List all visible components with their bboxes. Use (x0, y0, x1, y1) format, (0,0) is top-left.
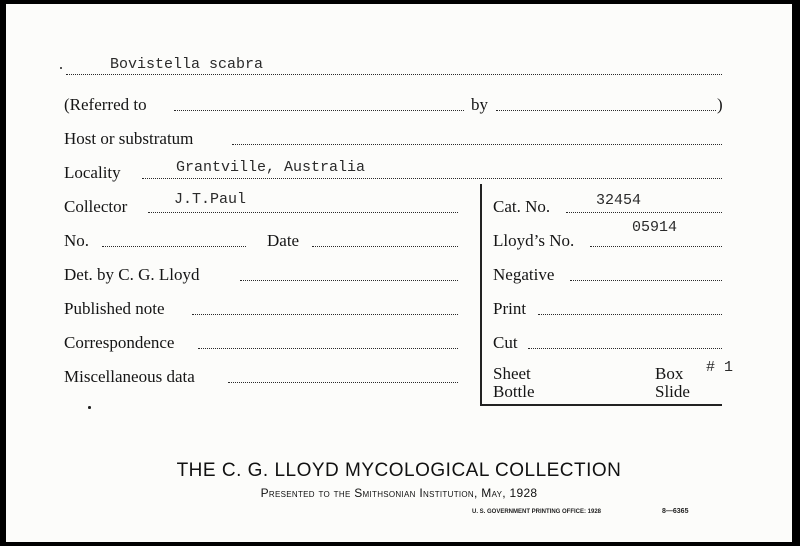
box-value: # 1 (706, 359, 734, 376)
specimen-name-line (66, 74, 722, 75)
lloyds-no-label: Lloyd’s No. (493, 231, 575, 250)
print-line (538, 314, 722, 315)
collection-subtitle: Presented to the Smithsonian Institution, May, 1928 (260, 486, 538, 500)
specimen-name: Bovistella scabra (110, 56, 264, 73)
correspondence-line (198, 348, 458, 349)
host-line (232, 144, 722, 145)
bottle-label: Bottle (493, 382, 535, 401)
ink-speck-top (60, 67, 62, 69)
cut-label: Cut (493, 333, 518, 352)
referred-by-label: by (471, 95, 488, 114)
collection-title: THE C. G. LLOYD MYCOLOGICAL COLLECTION (176, 460, 622, 481)
lloyds-no-value: 05914 (632, 219, 678, 236)
determined-by-label: Det. by C. G. Lloyd (64, 265, 200, 284)
negative-line (570, 280, 722, 281)
cat-no-line (566, 212, 722, 213)
cat-no-value: 32454 (596, 192, 642, 209)
ink-speck (88, 406, 91, 409)
sheet-label: Sheet (493, 364, 531, 383)
collector-label: Collector (64, 197, 128, 216)
number-line (102, 246, 246, 247)
miscellaneous-label: Miscellaneous data (64, 367, 195, 386)
lloyds-no-line (590, 246, 722, 247)
date-line (312, 246, 458, 247)
published-note-label: Published note (64, 299, 165, 318)
locality-line (142, 178, 722, 179)
referred-close-paren: ) (717, 95, 723, 114)
locality-value: Grantville, Australia (176, 159, 366, 176)
cut-line (528, 348, 722, 349)
miscellaneous-line (228, 382, 458, 383)
form-code: 8—6365 (662, 508, 689, 515)
correspondence-label: Correspondence (64, 333, 175, 352)
locality-label: Locality (64, 163, 121, 182)
referred-to-label: (Referred to (64, 95, 147, 114)
right-box-left-border (480, 184, 482, 405)
print-label: Print (493, 299, 527, 318)
specimen-card (6, 4, 792, 542)
number-label: No. (64, 231, 90, 250)
slide-label: Slide (655, 382, 690, 401)
referred-by-line (496, 110, 716, 111)
date-label: Date (267, 231, 300, 250)
collector-value: J.T.Paul (174, 191, 247, 208)
box-label: Box (655, 364, 684, 383)
cat-no-label: Cat. No. (493, 197, 551, 216)
right-box-bottom-border (480, 404, 722, 406)
printer-imprint: U. S. GOVERNMENT PRINTING OFFICE: 1928 (472, 509, 602, 515)
referred-to-line (174, 110, 464, 111)
determined-by-line (240, 280, 458, 281)
published-note-line (192, 314, 458, 315)
host-label: Host or substratum (64, 129, 194, 148)
negative-label: Negative (493, 265, 555, 284)
collector-line (148, 212, 458, 213)
